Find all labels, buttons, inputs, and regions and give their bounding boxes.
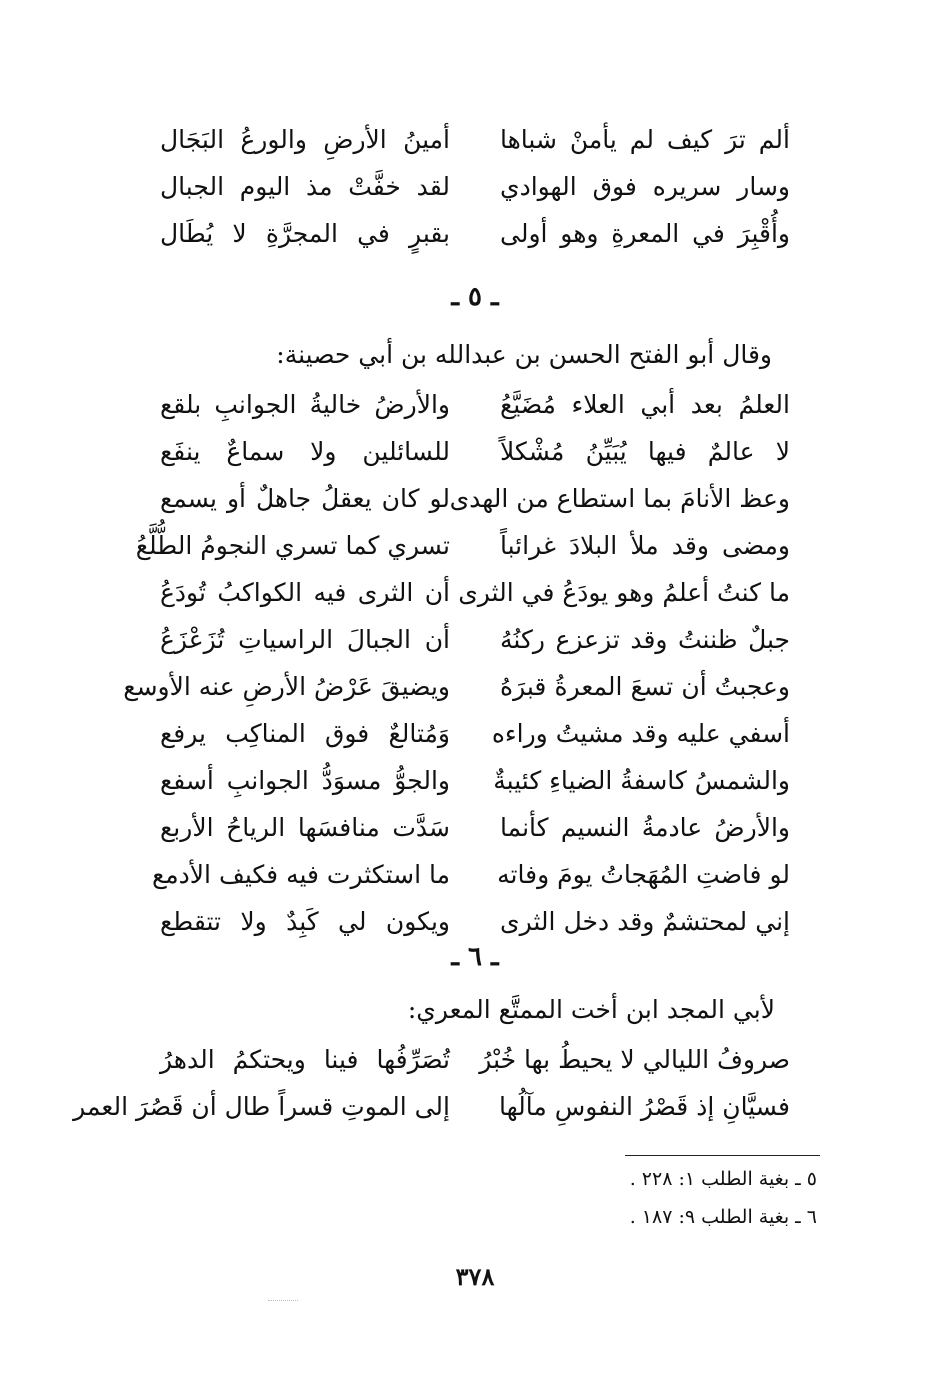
verse-second-hemistich: والأرضُ خاليةُ الجوانبِ بلقع (160, 390, 450, 419)
verse-second-hemistich: لو كان يعقلُ جاهلٌ أو يسمع (160, 484, 450, 513)
verse-second-hemistich: للسائلين ولا سماعٌ ينفَع (160, 437, 450, 466)
section-intro: وقال أبو الفتح الحسن بن عبدالله بن أبي حصينة: (276, 340, 772, 369)
verse-second-hemistich: لقد خفَّتْ مذ اليوم الجبال (160, 172, 450, 201)
verse-second-hemistich: وَمُتالعٌ فوق المناكِب يرفع (160, 719, 450, 748)
verse-first-hemistich: وعظ الأنامَ بما استطاع من الهدى (449, 484, 790, 513)
verse (150, 120, 790, 167)
verse-second-hemistich: ويكون لي كَبِدٌ ولا تتقطع (160, 907, 450, 936)
verse (150, 573, 790, 620)
scan-smudge (268, 1300, 298, 1304)
verse-first-hemistich: لو فاضتِ المُهَجاتُ يومَ وفاته (497, 860, 790, 889)
verse (150, 714, 790, 761)
verse-first-hemistich: ما كنتُ أعلمُ وهو يودَعُ في الثرى (458, 578, 790, 607)
section-intro: لأبي المجد ابن أخت الممتَّع المعري: (407, 995, 775, 1024)
verse-first-hemistich: وأُقْبِرَ في المعرةِ وهو أولى (500, 219, 790, 248)
verse (150, 432, 790, 479)
section-number: ـ ٦ ـ (451, 942, 499, 972)
verse-first-hemistich: وسار سريره فوق الهوادي (500, 172, 790, 201)
verse-first-hemistich: جبلٌ ظننتُ وقد تزعزع ركنُهُ (500, 625, 790, 654)
verse (150, 808, 790, 855)
verse-second-hemistich: إلى الموتِ قسراً طال أن قَصُرَ العمر (73, 1092, 450, 1121)
verse-second-hemistich: ما استكثرت فيه فكيف الأدمع (151, 860, 450, 889)
poem-top (150, 120, 790, 261)
verse-first-hemistich: والشمسُ كاسفةُ الضياءِ كئيبةٌ (493, 766, 790, 795)
verse (135, 526, 790, 573)
verse-second-hemistich: تُصَرِّفُها فينا ويحتكمُ الدهرُ (160, 1045, 450, 1074)
verse-second-hemistich: ويضيقَ عَرْضُ الأرضِ عنه الأوسع (123, 672, 450, 701)
verse-second-hemistich: بقبرٍ في المجرَّةِ لا يُطَال (160, 219, 450, 248)
verse (150, 385, 790, 432)
verse-second-hemistich: تسري كما تسري النجومُ الطُّلَّعُ (135, 531, 450, 560)
poem-section-5 (123, 385, 790, 949)
verse-second-hemistich: أن الثرى فيه الكواكبُ تُودَعُ (160, 578, 450, 607)
verse (150, 620, 790, 667)
verse-second-hemistich: أن الجبالَ الراسياتِ تُزَعْزَعُ (160, 625, 450, 654)
verse-second-hemistich: أمينُ الأرضِ والورعُ البَجَال (160, 125, 450, 154)
verse (150, 479, 790, 526)
footnote: ٥ ـ بغية الطلب ١: ٢٢٨ . (629, 1168, 817, 1190)
verse (150, 167, 790, 214)
verse-first-hemistich: إني لمحتشمٌ وقد دخل الثرى (500, 907, 790, 936)
page-number: ٣٧٨ (455, 1262, 495, 1291)
verse-first-hemistich: وعجبتُ أن تسعَ المعرةُ قبرَهُ (500, 672, 790, 701)
verse-first-hemistich: ألم ترَ كيف لم يأمنْ شباها (500, 125, 790, 154)
verse-first-hemistich: والأرضُ عادمةُ النسيم كأنما (500, 813, 790, 842)
verse-first-hemistich: لا عالمٌ فيها يُبَيِّنُ مُشْكلاً (500, 437, 790, 466)
verse-first-hemistich: العلمُ بعد أبي العلاء مُضَيَّعُ (500, 390, 790, 419)
verse-second-hemistich: والجوُّ مسوَدُّ الجوانبِ أسفع (160, 766, 450, 795)
verse-first-hemistich: ومضى وقد ملأ البلادَ غرائباً (500, 531, 790, 560)
footnote: ٦ ـ بغية الطلب ٩: ١٨٧ . (629, 1206, 817, 1228)
verse-first-hemistich: فسيَّانِ إذ قَصْرُ النفوسِ مآلُها (498, 1092, 790, 1121)
poem-section-6 (73, 1040, 790, 1134)
verse (150, 214, 790, 261)
verse (150, 855, 790, 902)
verse-second-hemistich: سَدَّت منافسَها الرياحُ الأربع (160, 813, 450, 842)
verse-first-hemistich: صروفُ الليالي لا يحيطُ بها خُبْرُ (479, 1045, 790, 1074)
verse (150, 1040, 790, 1087)
verse-first-hemistich: أسفي عليه وقد مشيتُ وراءه (491, 719, 790, 748)
verse (123, 667, 790, 714)
verse (150, 761, 790, 808)
verse (73, 1087, 790, 1134)
footnote-rule (625, 1155, 820, 1156)
section-number: ـ ٥ ـ (451, 282, 499, 312)
